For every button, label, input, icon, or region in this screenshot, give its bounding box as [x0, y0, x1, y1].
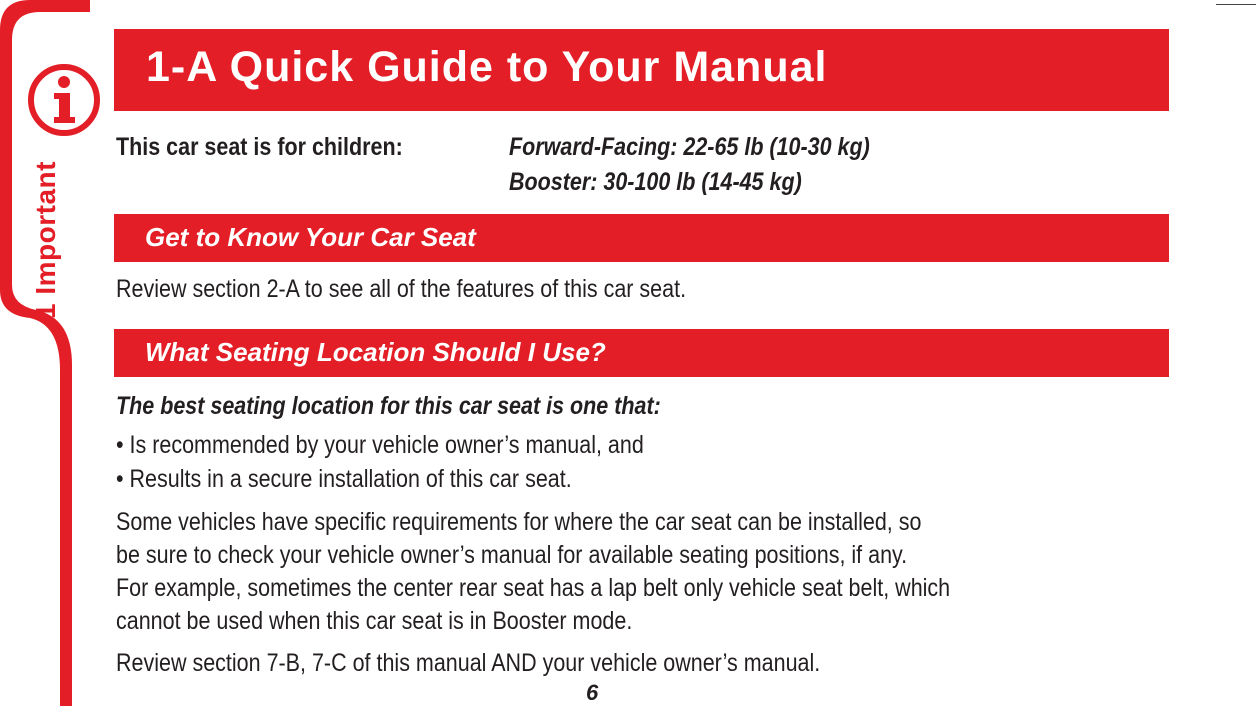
side-tab-label: 1 Important [30, 161, 61, 319]
review-note: Review section 7-B, 7-C of this manual AND your vehicle owner’s manual. [116, 649, 821, 677]
page-number: 6 [586, 680, 599, 705]
list-item: • Results in a secure installation of this car seat. [116, 465, 572, 493]
booster-weight: Booster: 30-100 lb (14-45 kg) [509, 168, 802, 196]
list-item: • Is recommended by your vehicle owner’s manual, and [116, 431, 644, 459]
seating-lead: The best seating location for this car seat is one that: [116, 392, 661, 420]
top-rule [1216, 4, 1256, 5]
paragraph-line: Some vehicles have specific requirements for where the car seat can be installed, so [116, 508, 922, 536]
children-label: This car seat is for children: [116, 133, 403, 161]
bullet-icon: • [116, 431, 124, 459]
bullet-icon: • [116, 465, 124, 493]
title-banner [114, 29, 1169, 111]
paragraph-line: cannot be used when this car seat is in Booster mode. [116, 607, 633, 635]
section-body: Review section 2-A to see all of the features of this car seat. [116, 275, 687, 303]
paragraph-line: be sure to check your vehicle owner’s manual for available seating positions, if any. [116, 541, 908, 569]
section-banner-seating-location [114, 329, 1169, 377]
info-icon [26, 62, 102, 138]
section-heading: What Seating Location Should I Use? [145, 337, 606, 367]
paragraph-line: For example, sometimes the center rear seat has a lap belt only vehicle seat belt, which [116, 574, 951, 602]
forward-facing-weight: Forward-Facing: 22-65 lb (10-30 kg) [509, 133, 870, 161]
page-title: 1-A Quick Guide to Your Manual [146, 43, 828, 91]
section-heading: Get to Know Your Car Seat [145, 222, 476, 252]
section-banner-know-seat [114, 214, 1169, 262]
